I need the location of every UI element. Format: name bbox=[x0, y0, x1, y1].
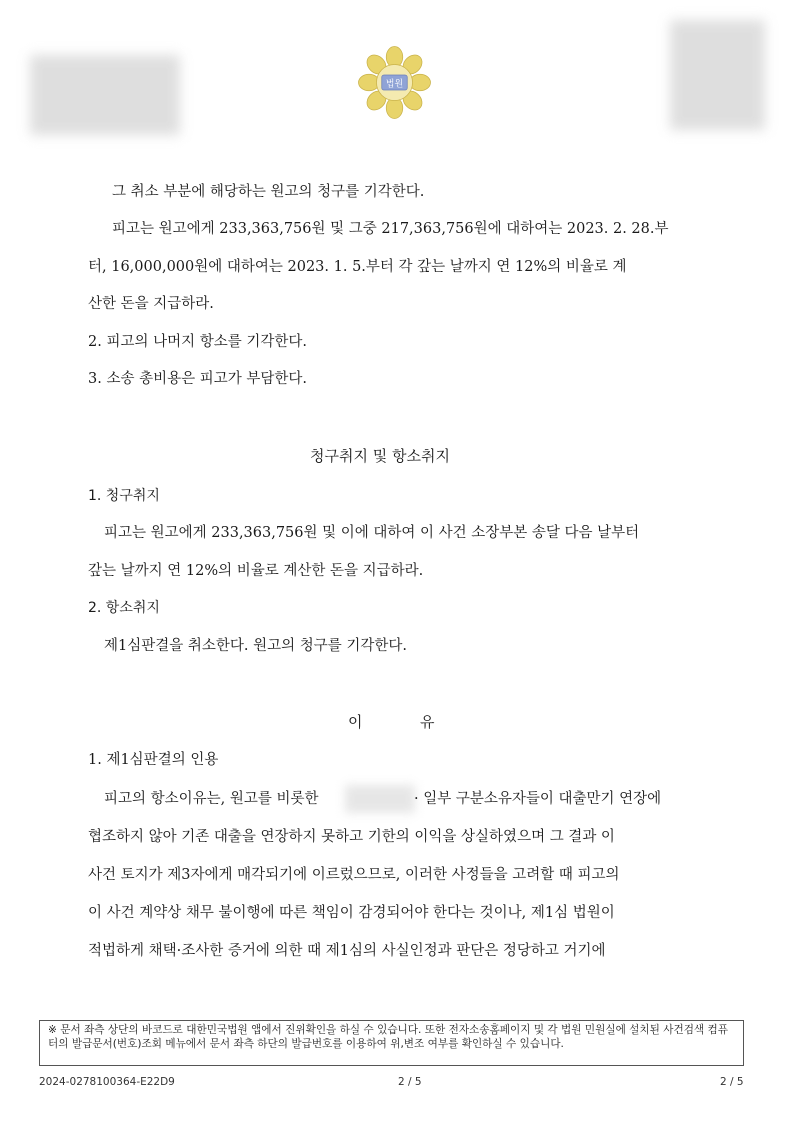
court-seal-icon bbox=[357, 45, 432, 120]
sub-heading: 1. 청구취지 bbox=[88, 488, 160, 504]
body-line: 피고의 항소이유는, 원고를 비롯한 bbox=[104, 791, 319, 807]
body-line: 터, 16,000,000원에 대하여는 2023. 1. 5.부터 각 갚는 날까지 연 12%의 비율로 계 bbox=[88, 259, 627, 275]
page-number-right: 2 / 5 bbox=[720, 1076, 744, 1088]
body-line: 제1심판결을 취소한다. 원고의 청구를 기각한다. bbox=[104, 638, 408, 654]
verification-notice: ※ 문서 좌측 상단의 바코드로 대한민국법원 앱에서 진위확인을 하실 수 있습니다. 또한 전자소송홈페이지 및 각 법원 민원실에 설치된 사건검색 컴퓨터의 발급문서(번호)조회 메뉴에서 문서 좌측 하단의 발급번호를 이용하여 위,변조 여부를 확인하실 수 있습니다. bbox=[39, 1020, 744, 1066]
body-line: 2. 피고의 나머지 항소를 기각한다. bbox=[88, 334, 307, 350]
body-line: 그 취소 부분에 해당하는 원고의 청구를 기각한다. bbox=[112, 184, 425, 200]
reason-heading-b: 유 bbox=[420, 713, 435, 731]
body-line: 피고는 원고에게 233,363,756원 및 이에 대하여 이 사건 소장부본 송달 다음 날부터 bbox=[104, 525, 640, 541]
section-heading: 청구취지 및 항소취지 bbox=[310, 447, 450, 465]
seal-text: 법원 bbox=[385, 79, 404, 90]
redacted-name bbox=[345, 785, 415, 813]
page-number-center: 2 / 5 bbox=[398, 1076, 422, 1088]
sub-heading: 2. 항소취지 bbox=[88, 600, 160, 616]
body-line: 이 사건 계약상 채무 불이행에 따른 책임이 감경되어야 한다는 것이나, 제1심 법원이 bbox=[88, 905, 615, 921]
body-line: 갚는 날까지 연 12%의 비율로 계산한 돈을 지급하라. bbox=[88, 563, 424, 579]
reason-heading-a: 이 bbox=[348, 713, 363, 731]
body-line: 3. 소송 총비용은 피고가 부담한다. bbox=[88, 371, 307, 387]
body-line: · 일부 구분소유자들이 대출만기 연장에 bbox=[414, 791, 662, 807]
body-line: 협조하지 않아 기존 대출을 연장하지 못하고 기한의 이익을 상실하였으며 그 결과 이 bbox=[88, 829, 615, 845]
redacted-barcode bbox=[30, 55, 180, 135]
body-line: 사건 토지가 제3자에게 매각되기에 이르렀으므로, 이러한 사정들을 고려할 때 피고의 bbox=[88, 867, 620, 883]
body-line: 피고는 원고에게 233,363,756원 및 그중 217,363,756원에 대하여는 2023. 2. 28.부 bbox=[112, 221, 669, 237]
doc-number: 2024-0278100364-E22D9 bbox=[39, 1076, 175, 1088]
sub-heading: 1. 제1심판결의 인용 bbox=[88, 752, 219, 768]
body-line: 적법하게 채택·조사한 증거에 의한 때 제1심의 사실인정과 판단은 정당하고 거기에 bbox=[88, 943, 606, 959]
body-line: 산한 돈을 지급하라. bbox=[88, 296, 214, 312]
redacted-qr bbox=[670, 20, 765, 130]
